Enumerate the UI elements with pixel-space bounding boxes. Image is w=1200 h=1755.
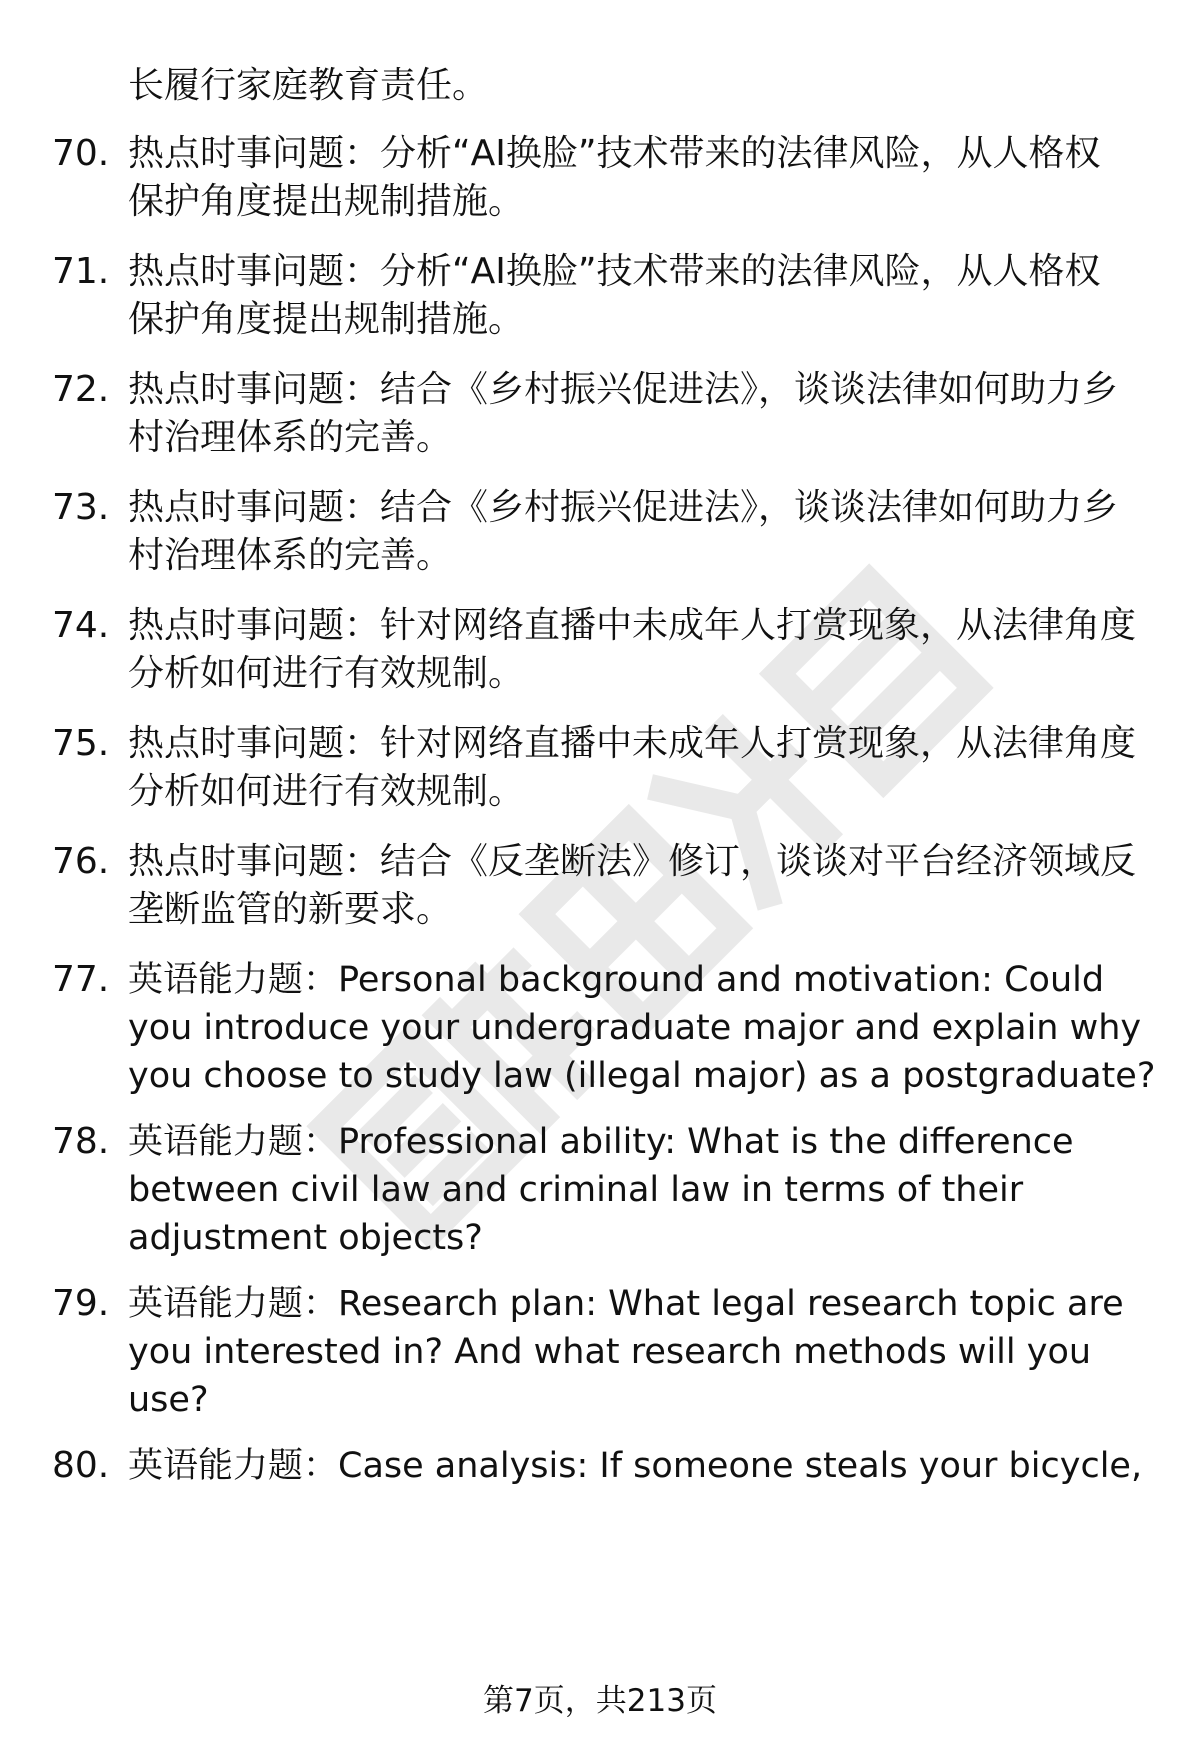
question-number: 78. — [52, 1121, 110, 1162]
question-line: 热点时事问题：结合《反垄断法》修订，谈谈对平台经济领域反 — [128, 841, 1137, 882]
question-number: 75. — [52, 723, 110, 764]
question-line: 保护角度提出规制措施。 — [128, 299, 525, 340]
continuation-text: 长履行家庭教育责任。 — [128, 65, 489, 106]
question-line: you interested in? And what research methods will you — [128, 1332, 1092, 1372]
question-line: 分析如何进行有效规制。 — [128, 771, 525, 812]
question-line: 英语能力题：Professional ability: What is the difference — [128, 1122, 1074, 1162]
question-line: you choose to study law (illegal major) as a postgraduate? — [128, 1056, 1156, 1096]
question-text — [128, 366, 1138, 462]
question-line: adjustment objects? — [128, 1218, 483, 1258]
question-text — [128, 956, 1156, 1100]
question-line: 垄断监管的新要求。 — [128, 889, 453, 930]
question-number: 77. — [52, 959, 110, 1000]
question-line: 保护角度提出规制措施。 — [128, 181, 525, 222]
question-text — [128, 602, 1138, 698]
question-line: 热点时事问题：针对网络直播中未成年人打赏现象，从法律角度 — [128, 723, 1137, 764]
question-line: use? — [128, 1380, 209, 1420]
question-text — [128, 1280, 1138, 1424]
question-number: 76. — [52, 841, 110, 882]
question-number: 80. — [52, 1445, 110, 1486]
question-line: 热点时事问题：针对网络直播中未成年人打赏现象，从法律角度 — [128, 605, 1137, 646]
question-number: 73. — [52, 487, 110, 528]
question-number: 79. — [52, 1283, 110, 1324]
question-text — [128, 838, 1138, 934]
question-line: 英语能力题：Case analysis: If someone steals your bicycle, — [128, 1446, 1143, 1486]
question-text — [128, 1118, 1138, 1262]
question-text — [128, 130, 1138, 226]
question-text — [128, 484, 1138, 580]
question-line: between civil law and criminal law in terms of their — [128, 1170, 1024, 1210]
question-number: 71. — [52, 251, 110, 292]
question-text — [128, 248, 1138, 344]
question-number: 70. — [52, 133, 110, 174]
question-line: you introduce your undergraduate major and explain why — [128, 1008, 1142, 1048]
question-text — [128, 1442, 1143, 1490]
question-number: 74. — [52, 605, 110, 646]
page-footer: 第7页，共213页 — [483, 1683, 717, 1719]
question-line: 热点时事问题：分析“AI换脸”技术带来的法律风险，从人格权 — [128, 133, 1101, 174]
question-line: 村治理体系的完善。 — [128, 417, 453, 458]
question-line: 热点时事问题：分析“AI换脸”技术带来的法律风险，从人格权 — [128, 251, 1101, 292]
question-line: 村治理体系的完善。 — [128, 535, 453, 576]
question-line: 热点时事问题：结合《乡村振兴促进法》，谈谈法律如何助力乡 — [128, 369, 1119, 410]
question-line: 热点时事问题：结合《乡村振兴促进法》，谈谈法律如何助力乡 — [128, 487, 1119, 528]
question-number: 72. — [52, 369, 110, 410]
question-line: 英语能力题：Personal background and motivation: Could — [128, 960, 1105, 1000]
question-line: 分析如何进行有效规制。 — [128, 653, 525, 694]
question-line: 英语能力题：Research plan: What legal research topic are — [128, 1284, 1124, 1324]
question-text — [128, 720, 1138, 816]
